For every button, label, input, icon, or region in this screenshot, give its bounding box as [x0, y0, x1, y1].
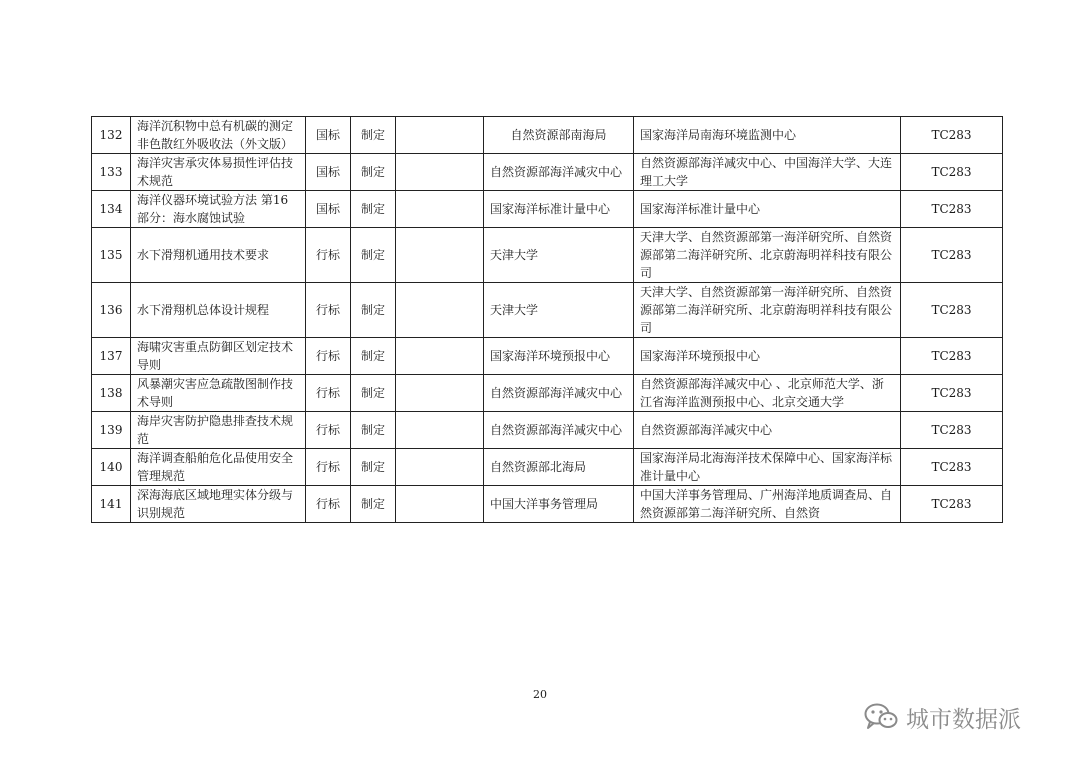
participant-units: 天津大学、自然资源部第一海洋研究所、自然资源部第二海洋研究所、北京蔚海明祥科技有限公司 [634, 283, 901, 338]
table-row [92, 117, 1003, 154]
blank-cell [396, 117, 484, 154]
table-row [92, 228, 1003, 283]
revision-kind: 制定 [351, 412, 396, 449]
standard-type: 行标 [306, 412, 351, 449]
standard-name: 水下滑翔机总体设计规程 [131, 283, 306, 338]
blank-cell [396, 375, 484, 412]
technical-committee: TC283 [901, 486, 1003, 523]
blank-cell [396, 283, 484, 338]
blank-cell [396, 412, 484, 449]
standard-name: 风暴潮灾害应急疏散图制作技术导则 [131, 375, 306, 412]
table-row [92, 412, 1003, 449]
row-number: 139 [92, 412, 131, 449]
standard-type: 行标 [306, 228, 351, 283]
standards-table [91, 116, 1003, 523]
standard-name: 海洋沉积物中总有机碳的测定 非色散红外吸收法（外文版） [131, 117, 306, 154]
page-number: 20 [533, 688, 547, 701]
participant-units: 国家海洋局北海海洋技术保障中心、国家海洋标准计量中心 [634, 449, 901, 486]
row-number: 135 [92, 228, 131, 283]
watermark-text: 城市数据派 [906, 706, 1021, 733]
row-number: 132 [92, 117, 131, 154]
table-row [92, 486, 1003, 523]
blank-cell [396, 338, 484, 375]
technical-committee: TC283 [901, 228, 1003, 283]
row-number: 136 [92, 283, 131, 338]
technical-committee: TC283 [901, 154, 1003, 191]
participant-units: 国家海洋环境预报中心 [634, 338, 901, 375]
standard-type: 国标 [306, 117, 351, 154]
revision-kind: 制定 [351, 117, 396, 154]
participant-units: 天津大学、自然资源部第一海洋研究所、自然资源部第二海洋研究所、北京蔚海明祥科技有限公司 [634, 228, 901, 283]
participant-units: 自然资源部海洋减灾中心 [634, 412, 901, 449]
revision-kind: 制定 [351, 191, 396, 228]
table-row [92, 154, 1003, 191]
revision-kind: 制定 [351, 338, 396, 375]
lead-unit: 自然资源部海洋减灾中心 [484, 375, 634, 412]
lead-unit: 国家海洋标准计量中心 [484, 191, 634, 228]
revision-kind: 制定 [351, 486, 396, 523]
row-number: 138 [92, 375, 131, 412]
wechat-icon [864, 703, 898, 731]
table-row [92, 449, 1003, 486]
participant-units: 国家海洋标准计量中心 [634, 191, 901, 228]
standard-type: 国标 [306, 191, 351, 228]
blank-cell [396, 191, 484, 228]
standard-name: 海洋调查船舶危化品使用安全管理规范 [131, 449, 306, 486]
row-number: 141 [92, 486, 131, 523]
technical-committee: TC283 [901, 338, 1003, 375]
lead-unit: 中国大洋事务管理局 [484, 486, 634, 523]
blank-cell [396, 228, 484, 283]
revision-kind: 制定 [351, 283, 396, 338]
technical-committee: TC283 [901, 412, 1003, 449]
participant-units: 中国大洋事务管理局、广州海洋地质调查局、自然资源部第二海洋研究所、自然资 [634, 486, 901, 523]
lead-unit: 自然资源部海洋减灾中心 [484, 154, 634, 191]
row-number: 140 [92, 449, 131, 486]
row-number: 133 [92, 154, 131, 191]
row-number: 134 [92, 191, 131, 228]
blank-cell [396, 486, 484, 523]
revision-kind: 制定 [351, 449, 396, 486]
lead-unit: 自然资源部南海局 [484, 117, 634, 154]
standard-name: 海洋灾害承灾体易损性评估技术规范 [131, 154, 306, 191]
participant-units: 自然资源部海洋减灾中心 、北京师范大学、浙江省海洋监测预报中心、北京交通大学 [634, 375, 901, 412]
standard-type: 行标 [306, 449, 351, 486]
technical-committee: TC283 [901, 449, 1003, 486]
lead-unit: 天津大学 [484, 283, 634, 338]
standard-type: 行标 [306, 375, 351, 412]
technical-committee: TC283 [901, 191, 1003, 228]
participant-units: 国家海洋局南海环境监测中心 [634, 117, 901, 154]
standard-type: 行标 [306, 338, 351, 375]
standard-type: 行标 [306, 283, 351, 338]
blank-cell [396, 154, 484, 191]
table-row [92, 338, 1003, 375]
revision-kind: 制定 [351, 228, 396, 283]
technical-committee: TC283 [901, 117, 1003, 154]
table-row [92, 375, 1003, 412]
technical-committee: TC283 [901, 375, 1003, 412]
participant-units: 自然资源部海洋减灾中心、中国海洋大学、大连理工大学 [634, 154, 901, 191]
standard-name: 海岸灾害防护隐患排查技术规范 [131, 412, 306, 449]
lead-unit: 自然资源部北海局 [484, 449, 634, 486]
standard-name: 水下滑翔机通用技术要求 [131, 228, 306, 283]
lead-unit: 自然资源部海洋减灾中心 [484, 412, 634, 449]
standard-name: 深海海底区域地理实体分级与识别规范 [131, 486, 306, 523]
watermark [864, 700, 1021, 734]
row-number: 137 [92, 338, 131, 375]
blank-cell [396, 449, 484, 486]
table-row [92, 283, 1003, 338]
revision-kind: 制定 [351, 375, 396, 412]
revision-kind: 制定 [351, 154, 396, 191]
technical-committee: TC283 [901, 283, 1003, 338]
standard-name: 海洋仪器环境试验方法 第16部分：海水腐蚀试验 [131, 191, 306, 228]
table-row [92, 191, 1003, 228]
standard-type: 国标 [306, 154, 351, 191]
lead-unit: 天津大学 [484, 228, 634, 283]
standard-type: 行标 [306, 486, 351, 523]
standard-name: 海啸灾害重点防御区划定技术导则 [131, 338, 306, 375]
lead-unit: 国家海洋环境预报中心 [484, 338, 634, 375]
